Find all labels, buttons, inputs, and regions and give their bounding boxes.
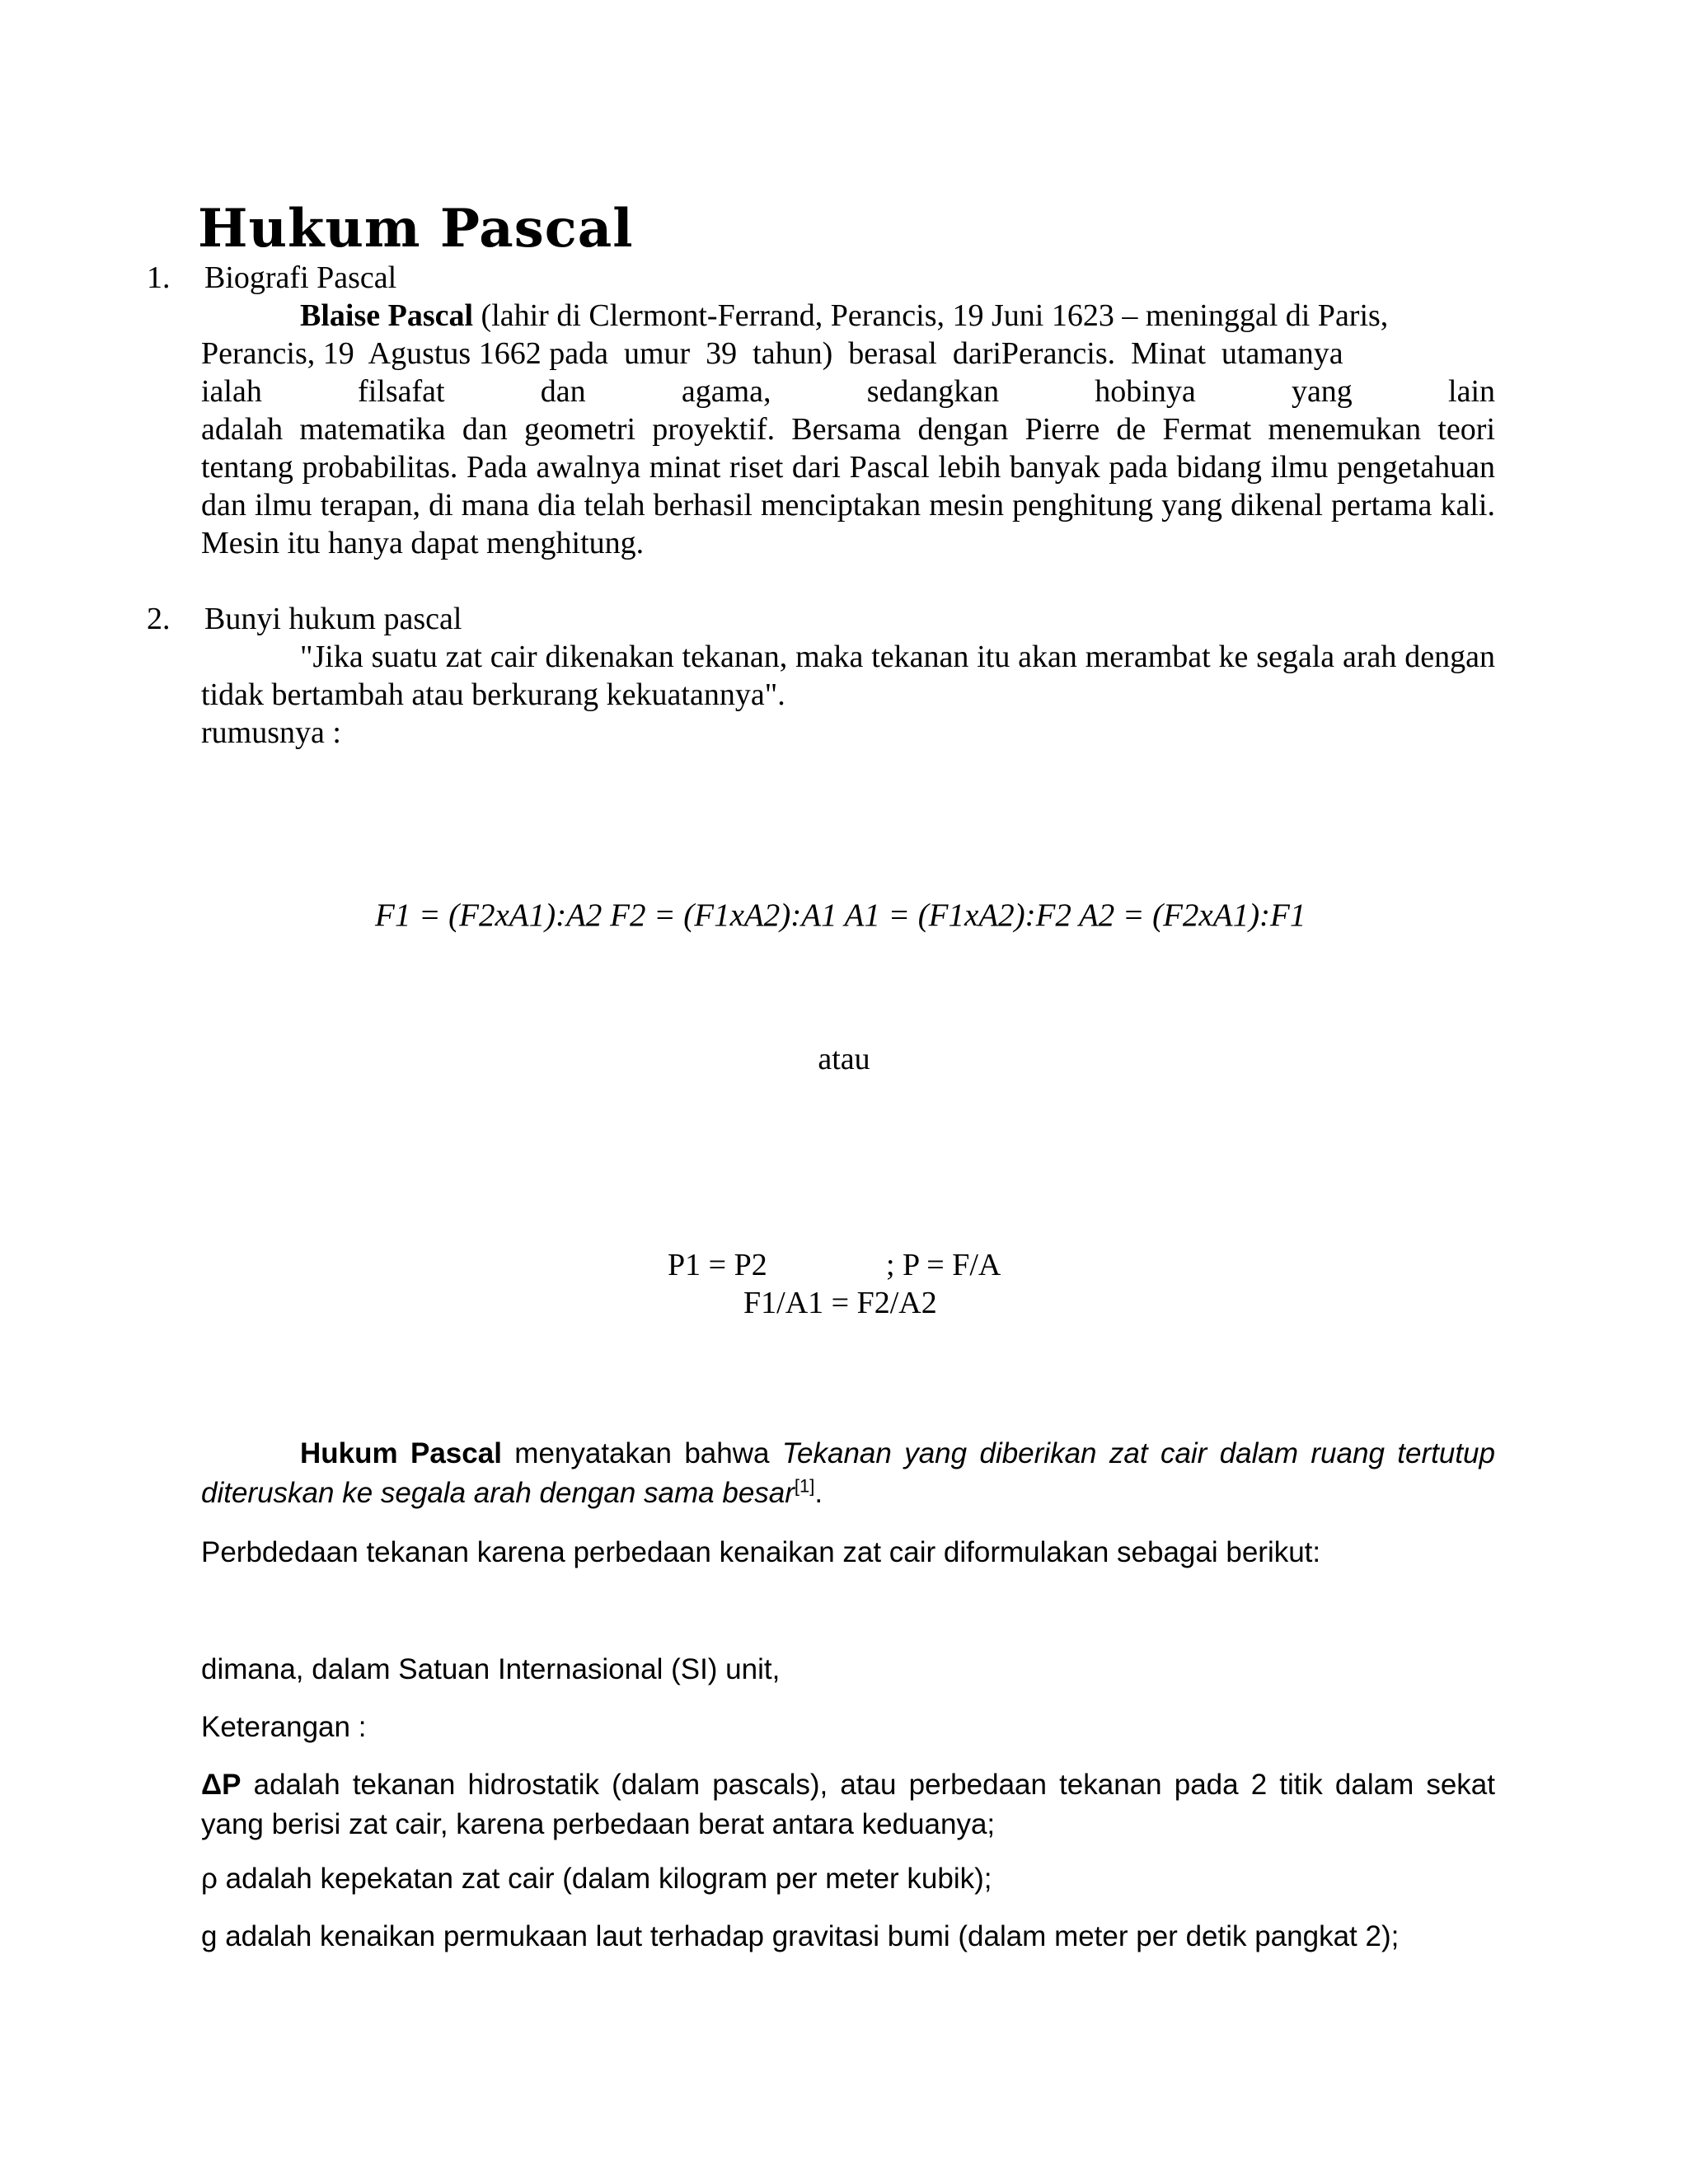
si-unit-text: dimana, dalam Satuan Internasional (SI) unit, [201, 1653, 781, 1685]
bio-line-1: Blaise Pascal (lahir di Clermont-Ferrand, Perancis, 19 Juni 1623 – meninggal di Paris, [300, 298, 1389, 333]
keterangan-label: Keterangan : [201, 1711, 367, 1743]
hukum-pascal-paragraph: Hukum Pascal menyatakan bahwa Tekanan yang diberikan zat cair dalam ruang tertutup diteruskan ke segala arah dengan sama besar[1]. [201, 1437, 1495, 1509]
bio-line-3: ialah filsafat dan agama, sedangkan hobinya yang lain [201, 374, 1495, 409]
section-1-title: Biografi Pascal [204, 260, 397, 295]
delta-p-symbol: ΔP [201, 1769, 241, 1801]
difference-text: Perbdedaan tekanan karena perbedaan kenaikan zat cair diformulakan sebagai berikut: [201, 1536, 1321, 1568]
biography-paragraph [201, 297, 1495, 562]
hukum-pascal-italic: Tekanan yang diberikan zat cair dalam ruang tertutup diteruskan ke segala arah dengan sama besar [201, 1437, 1495, 1509]
pascal-law-quote: "Jika suatu zat cair dikenakan tekanan, maka tekanan itu akan merambat ke segala arah dengan tidak bertambah atau berkurang kekuatannya". [201, 640, 1495, 712]
formula-label: rumusnya : [201, 715, 341, 750]
equation-p1-p2: P1 = P2 [668, 1248, 767, 1282]
section-2-heading [147, 600, 462, 638]
delta-p-definition: ΔP adalah tekanan hidrostatik (dalam pascals), atau perbedaan tekanan pada 2 titik dalam sekat yang berisi zat cair, karena perbedaan berat antara keduanya; [201, 1769, 1495, 1840]
atau-label: atau [818, 1042, 870, 1076]
hukum-pascal-bold: Hukum Pascal [300, 1437, 502, 1469]
bio-name: Blaise Pascal [300, 298, 474, 333]
equation-f-over-a: F1/A1 = F2/A2 [743, 1286, 937, 1320]
section-1-number: 1. [147, 260, 171, 295]
g-definition: g adalah kenaikan permukaan laut terhadap gravitasi bumi (dalam meter per detik pangkat 2); [201, 1920, 1400, 1952]
rho-definition: ρ adalah kepekatan zat cair (dalam kilogram per meter kubik); [201, 1863, 992, 1895]
bio-rest: adalah matematika dan geometri proyektif. Bersama dengan Pierre de Fermat menemukan teori tentang probabilitas. Pada awalnya minat riset dari Pascal lebih banyak pada bidang ilmu pengetahuan dan ilmu terapan, di mana dia telah berhasil menciptakan mesin penghitung yang dikenal pertama kali. Mesin itu hanya dapat menghitung. [201, 412, 1495, 560]
reference-1[interactable]: [1] [794, 1475, 815, 1497]
formula-line: F1 = (F2xA1):A2 F2 = (F1xA2):A1 A1 = (F1xA2):F2 A2 = (F2xA1):F1 [375, 898, 1306, 933]
page-title: Hukum Pascal [198, 198, 634, 260]
section-1-heading [147, 259, 396, 297]
section-2-number: 2. [147, 602, 171, 636]
section-2-title: Bunyi hukum pascal [204, 602, 462, 636]
bio-line-2: Perancis, 19 Agustus 1662 pada umur 39 tahun) berasal dariPerancis. Minat utamanya [201, 336, 1343, 371]
equation-p-f-a: ; P = F/A [886, 1248, 1001, 1282]
